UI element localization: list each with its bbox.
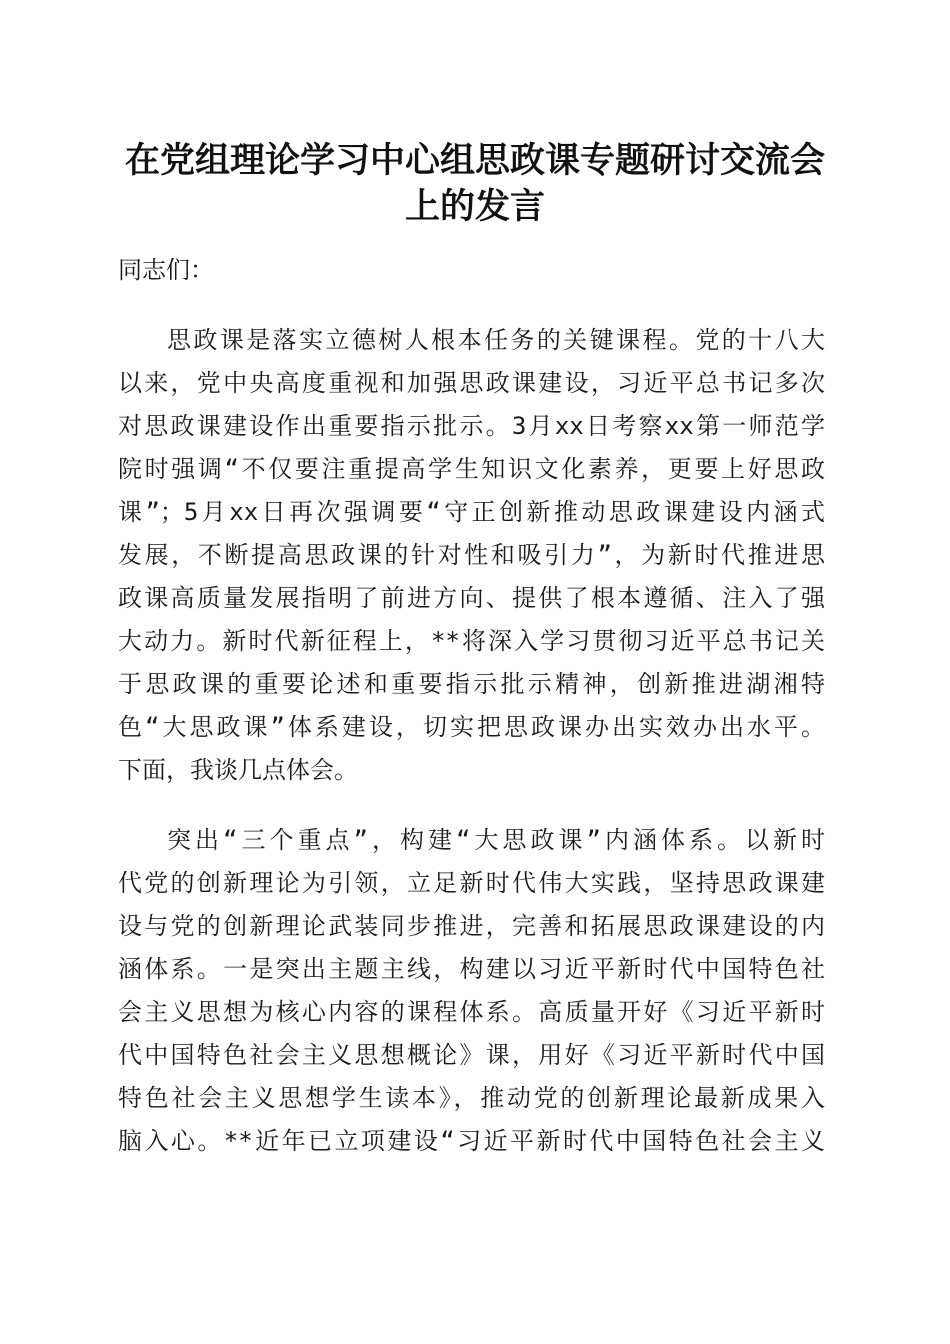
paragraph-line: 色“大思政课”体系建设，切实把思政课办出实效办出水平。 xyxy=(118,713,825,741)
paragraph-line: 对思政课建设作出重要指示批示。3月xx日考察xx第一师范学 xyxy=(118,412,825,440)
paragraph-line: 涵体系。一是突出主题主线，构建以习近平新时代中国特色社 xyxy=(118,955,825,983)
salutation: 同志们： xyxy=(118,256,214,284)
paragraph-line: 突出“三个重点”，构建“大思政课”内涵体系。以新时 xyxy=(167,826,825,854)
paragraph-line: 代党的创新理论为引领，立足新时代伟大实践，坚持思政课建 xyxy=(118,869,825,897)
paragraph-line: 院时强调“不仅要注重提高学生知识文化素养，更要上好思政 xyxy=(118,455,825,483)
document-title-line-1: 在党组理论学习中心组思政课专题研讨交流会 xyxy=(124,140,825,181)
document-title-line-2: 上的发言 xyxy=(404,186,545,227)
paragraph-line: 下面，我谈几点体会。 xyxy=(118,756,358,784)
paragraph-line: 会主义思想为核心内容的课程体系。高质量开好《习近平新时 xyxy=(118,998,825,1026)
paragraph-line: 脑入心。**近年已立项建设“习近平新时代中国特色社会主义 xyxy=(118,1127,825,1155)
paragraph-line: 于思政课的重要论述和重要指示批示精神，创新推进湖湘特 xyxy=(118,670,825,698)
paragraph-line: 以来，党中央高度重视和加强思政课建设，习近平总书记多次 xyxy=(118,369,825,397)
paragraph-line: 代中国特色社会主义思想概论》课，用好《习近平新时代中国 xyxy=(118,1041,825,1069)
paragraph-line: 政课高质量发展指明了前进方向、提供了根本遵循、注入了强 xyxy=(118,584,825,612)
paragraph-line: 课”；5月xx日再次强调要“守正创新推动思政课建设内涵式 xyxy=(118,498,825,526)
paragraph-line: 大动力。新时代新征程上，**将深入学习贯彻习近平总书记关 xyxy=(118,627,825,655)
paragraph-line: 思政课是落实立德树人根本任务的关键课程。党的十八大 xyxy=(167,326,825,354)
paragraph-line: 特色社会主义思想学生读本》，推动党的创新理论最新成果入 xyxy=(118,1084,825,1112)
paragraph-line: 发展，不断提高思政课的针对性和吸引力”，为新时代推进思 xyxy=(118,541,825,569)
paragraph-line: 设与党的创新理论武装同步推进，完善和拓展思政课建设的内 xyxy=(118,912,825,940)
